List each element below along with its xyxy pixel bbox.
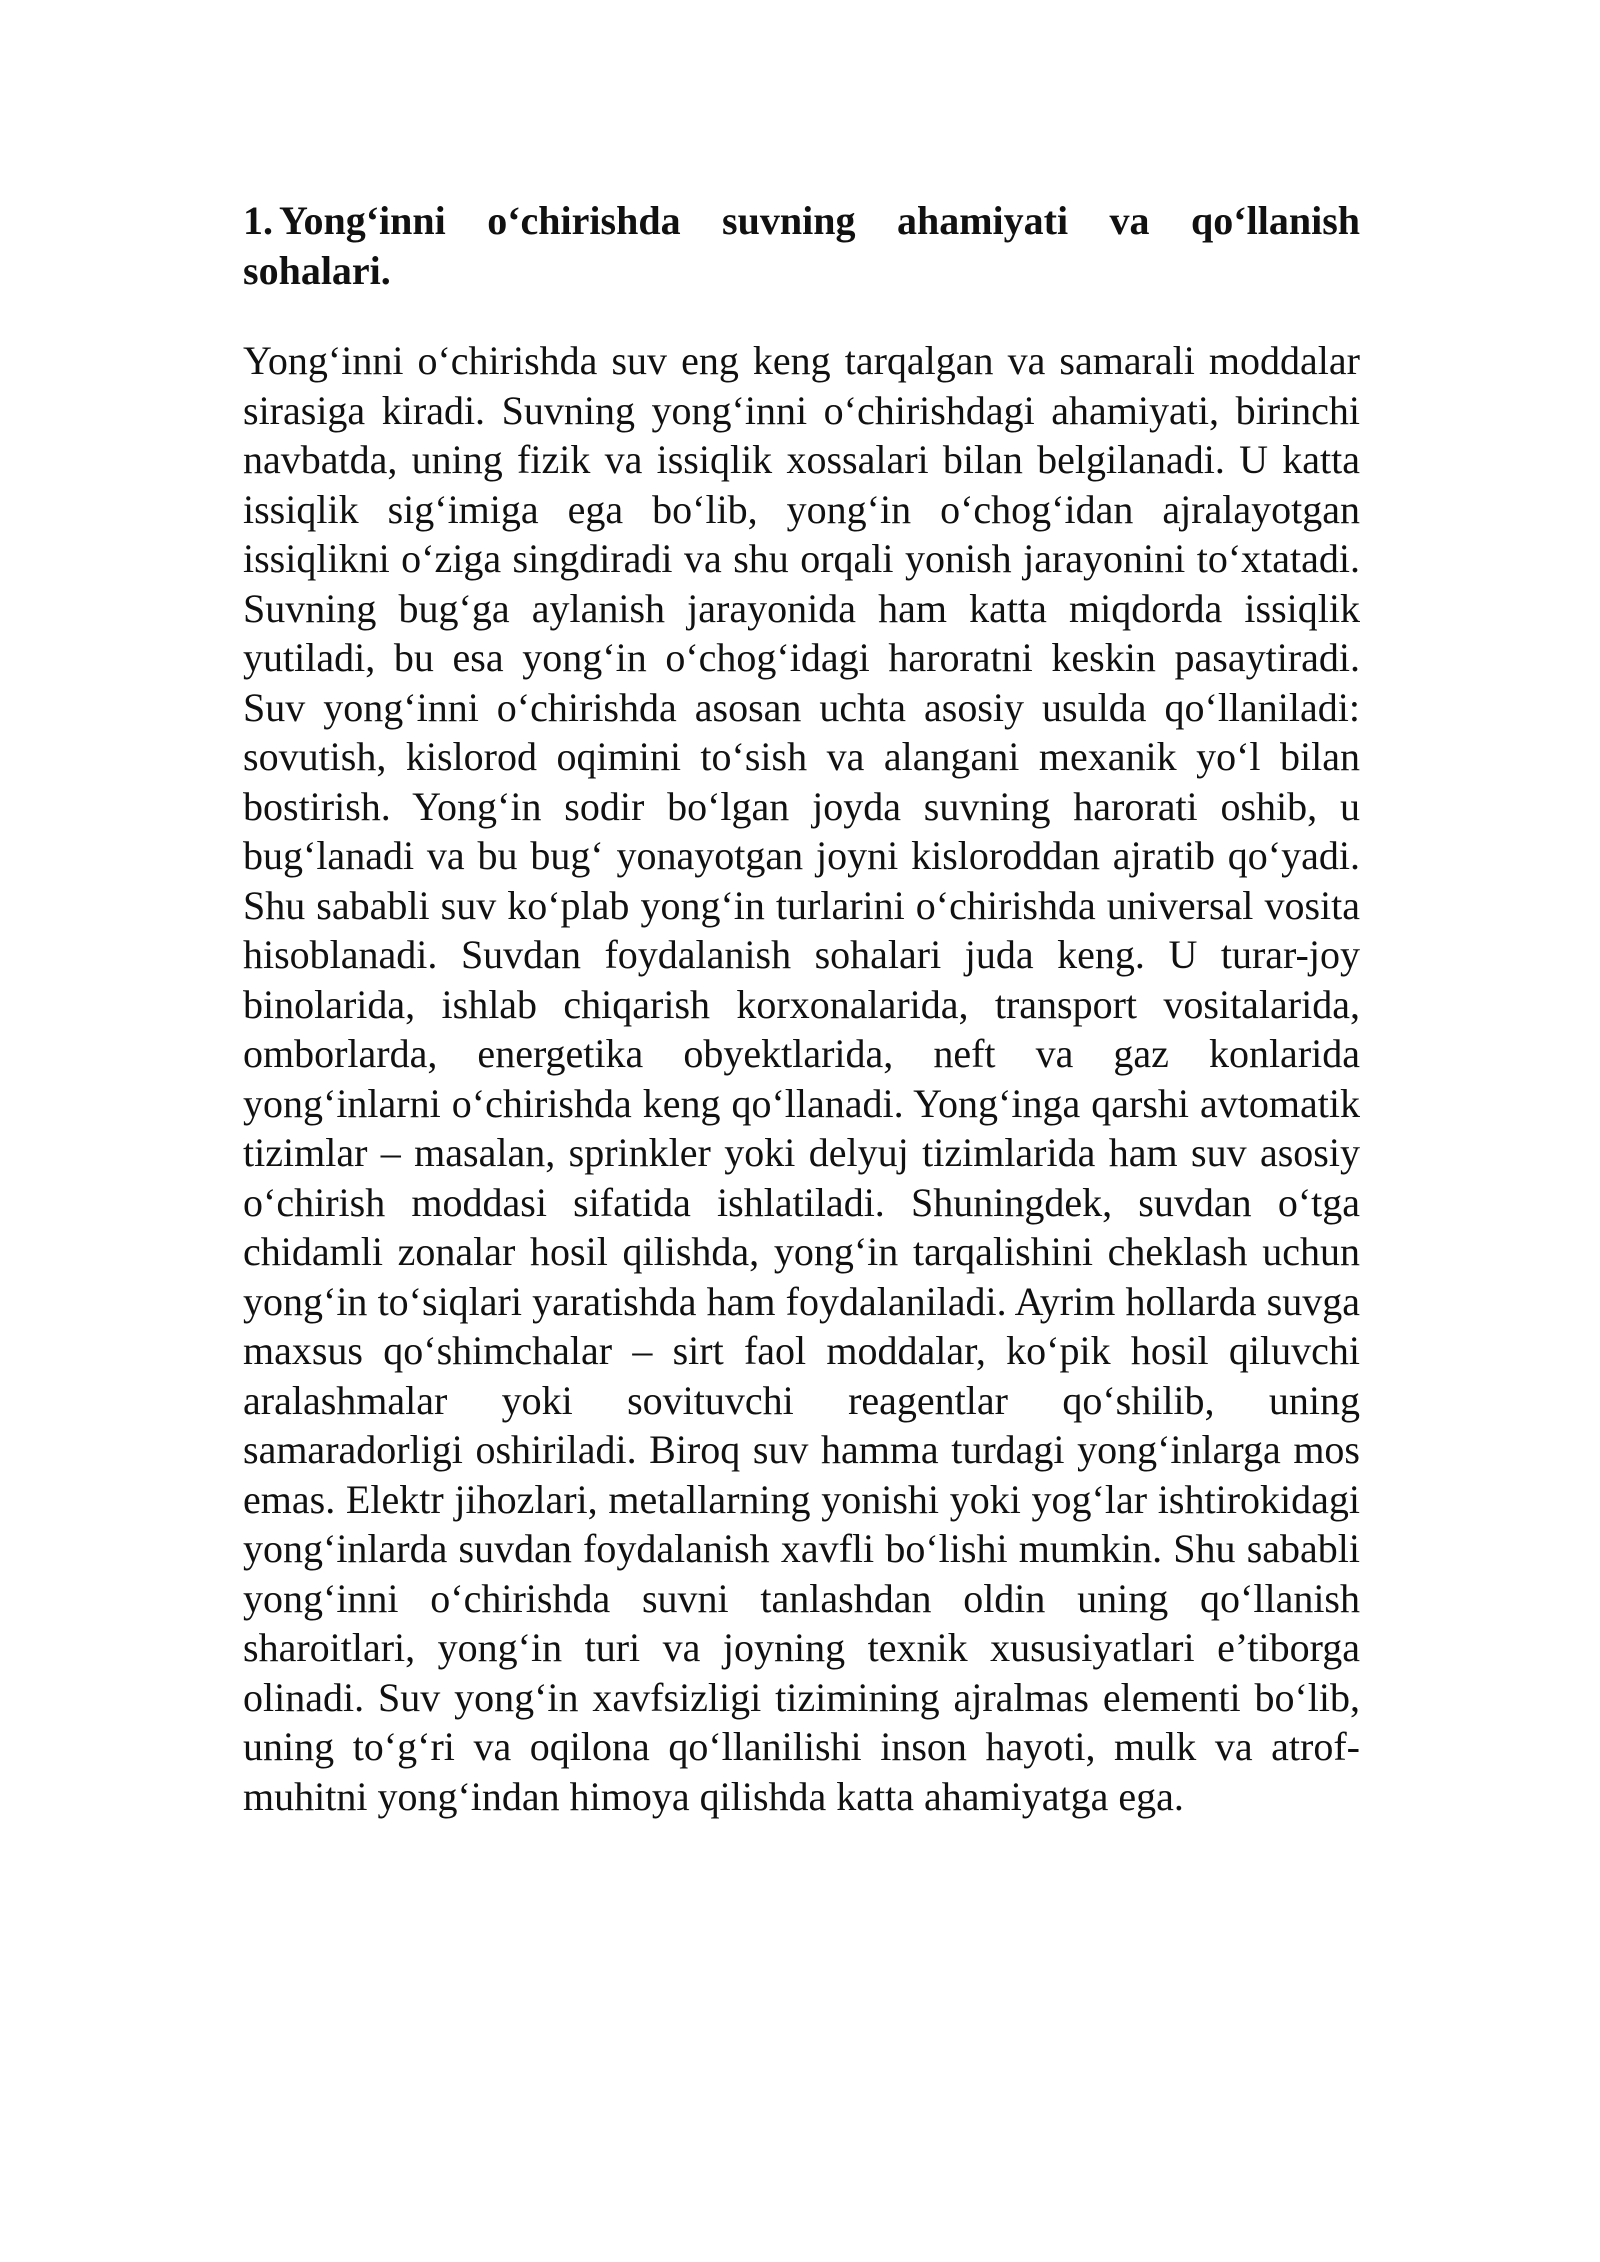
document-content xyxy=(243,196,1360,1821)
section-title: Yong‘inni o‘chirishda suvning ahamiyati va qo‘llanish sohalari. xyxy=(243,198,1360,293)
body-paragraph: Yong‘inni o‘chirishda suv eng keng tarqalgan va samarali moddalar sirasiga kiradi. Suvning yong‘inni o‘chirishdagi ahamiyati, birinchi navbatda, uning fizik va issiqlik xossalari bilan belgilanadi. U katta issiqlik sig‘imiga ega bo‘lib, yong‘in o‘chog‘idan ajralayotgan issiqlikni o‘ziga singdiradi va shu orqali yonish jarayonini to‘xtatadi. Suvning bug‘ga aylanish jarayonida ham katta miqdorda issiqlik yutiladi, bu esa yong‘in o‘chog‘idagi haroratni keskin pasaytiradi. Suv yong‘inni o‘chirishda asosan uchta asosiy usulda qo‘llaniladi: sovutish, kislorod oqimini to‘sish va alangani mexanik yo‘l bilan bostirish. Yong‘in sodir bo‘lgan joyda suvning harorati oshib, u bug‘lanadi va bu bug‘ yonayotgan joyni kisloroddan ajratib qo‘yadi. Shu sababli suv ko‘plab yong‘in turlarini o‘chirishda universal vosita hisoblanadi. Suvdan foydalanish sohalari juda keng. U turar-joy binolarida, ishlab chiqarish korxonalarida, transport vositalarida, omborlarda, energetika obyektlarida, neft va gaz konlarida yong‘inlarni o‘chirishda keng qo‘llanadi. Yong‘inga qarshi avtomatik tizimlar – masalan, sprinkler yoki delyuj tizimlarida ham suv asosiy o‘chirish moddasi sifatida ishlatiladi. Shuningdek, suvdan o‘tga chidamli zonalar hosil qilishda, yong‘in tarqalishini cheklash uchun yong‘in to‘siqlari yaratishda ham foydalaniladi. Ayrim hollarda suvga maxsus qo‘shimchalar – sirt faol moddalar, ko‘pik hosil qiluvchi aralashmalar yoki sovituvchi reagentlar qo‘shilib, uning samaradorligi oshiriladi. Biroq suv hamma turdagi yong‘inlarga mos emas. Elektr jihozlari, metallarning yonishi yoki yog‘lar ishtirokidagi yong‘inlarda suvdan foydalanish xavfli bo‘lishi mumkin. Shu sababli yong‘inni o‘chirishda suvni tanlashdan oldin uning qo‘llanish sharoitlari, yong‘in turi va joyning texnik xususiyatlari e’tiborga olinadi. Suv yong‘in xavfsizligi tizimining ajralmas elementi bo‘lib, uning to‘g‘ri va oqilona qo‘llanilishi inson hayoti, mulk va atrof-muhitni yong‘indan himoya qilishda katta ahamiyatga ega. xyxy=(243,338,1360,1819)
section-number: 1. xyxy=(243,198,273,243)
section-heading xyxy=(243,196,1360,296)
